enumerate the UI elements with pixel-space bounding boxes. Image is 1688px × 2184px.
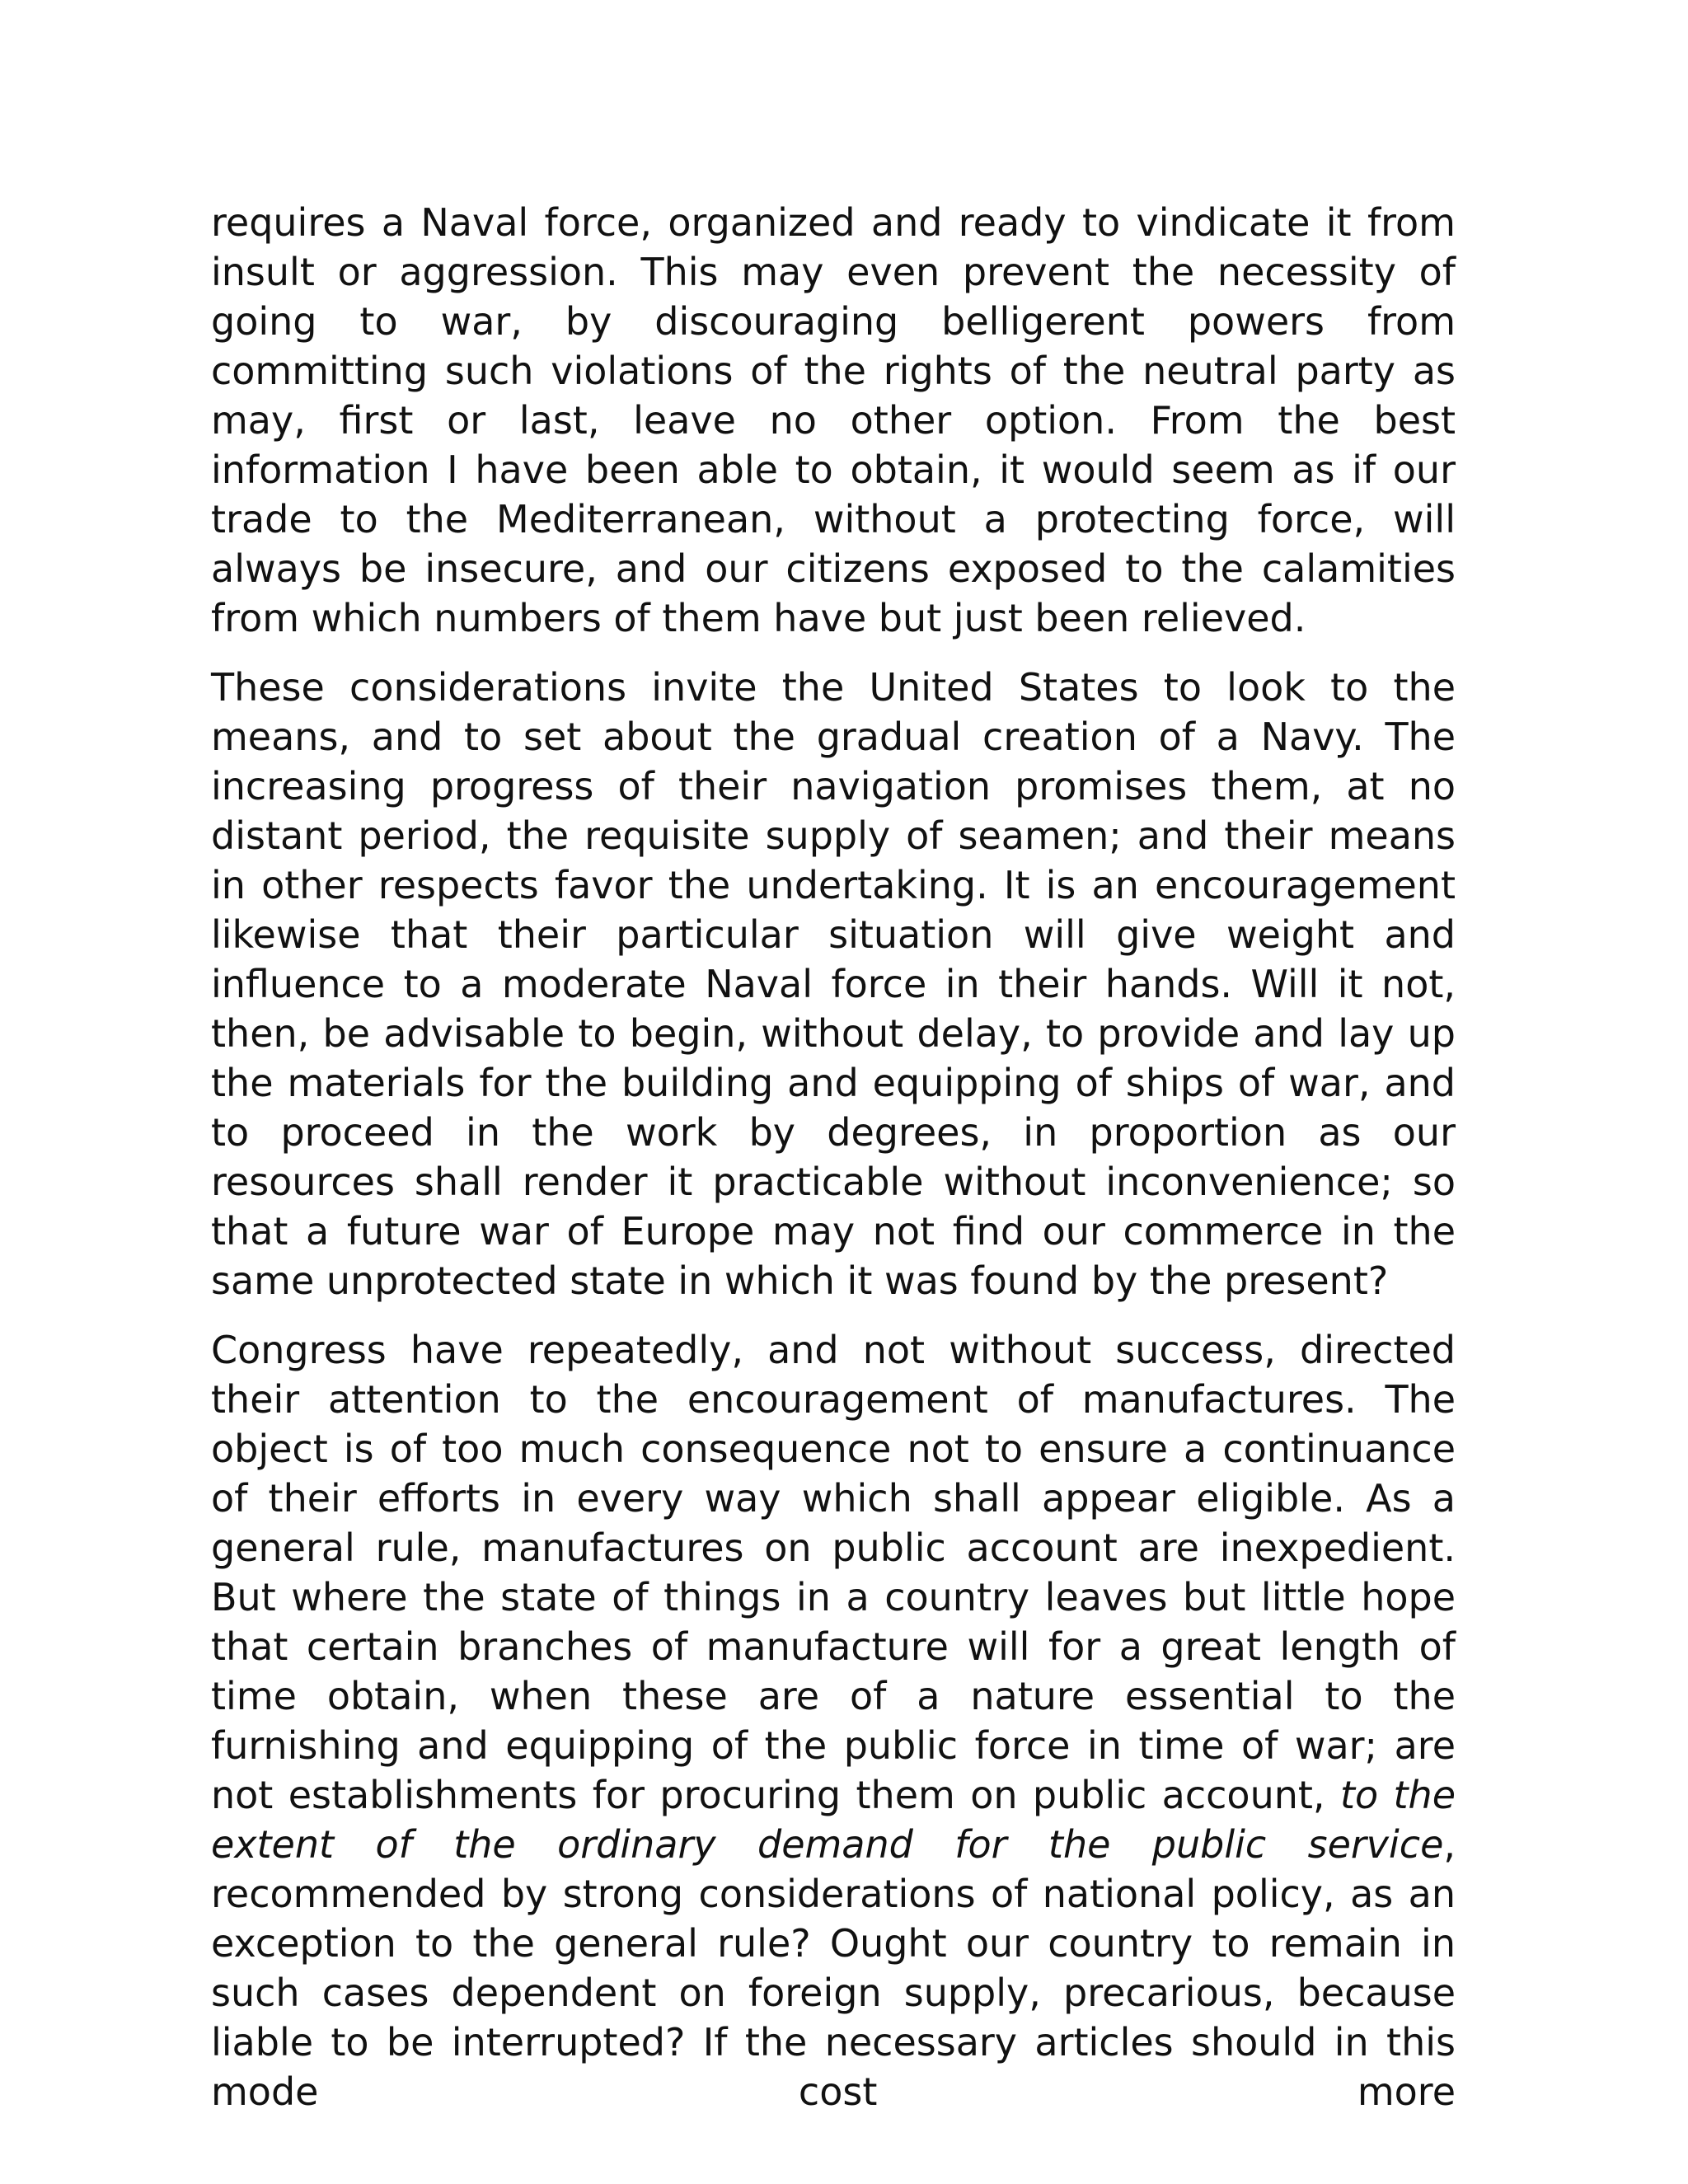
paragraph-manufactures-text-start: Congress have repeatedly, and not without success, directed their attention to the encouragement of manufactures. The object is of too much consequence not to ensure a continuance of their efforts in every way which shall appear eligible. As a general rule, manufactures on public account are inexpedient. But where the state of things in a country leaves but little hope that certain branches of manufacture will for a great length of time obtain, when these are of a nature essential to the furnishing and equipping of the public force in time of war; are not establishments for procuring them on public account, bbox=[211, 1328, 1456, 1817]
paragraph-naval-force: requires a Naval force, organized and ready to vindicate it from insult or aggression. This may even prevent the necessity of going to war, by discouraging belligerent powers from committing such violations of the rights of the neutral party as may, first or last, leave no other option. From the best information I have been able to obtain, it would seem as if our trade to the Mediterranean, without a protecting force, will always be insecure, and our citizens exposed to the calamities from which numbers of them have but just been relieved. bbox=[211, 200, 1456, 640]
italic-phrase: to the extent of the ordinary demand for the public service bbox=[211, 1773, 1456, 1867]
document-body bbox=[211, 198, 1456, 2136]
paragraph-manufactures bbox=[211, 1325, 1456, 2116]
paragraph-navy-creation: These considerations invite the United States to look to the means, and to set about the gradual creation of a Navy. The increasing progress of their navigation promises them, at no distant period, the requisite supply of seamen; and their means in other respects favor the undertaking. It is an encouragement likewise that their particular situation will give weight and influence to a moderate Naval force in their hands. Will it not, then, be advisable to begin, without delay, to provide and lay up the materials for the building and equipping of ships of war, and to proceed in the work by degrees, in proportion as our resources shall render it practicable without inconvenience; so that a future war of Europe may not find our commerce in the same unprotected state in which it was found by the present? bbox=[211, 665, 1456, 1303]
paragraph-manufactures-text-end: , recommended by strong considerations of national policy, as an exception to the general rule? Ought our country to remain in such cases dependent on foreign supply, precarious, because liable to be interrupted? If the necessary articles should in this mode cost more bbox=[211, 1822, 1456, 2114]
